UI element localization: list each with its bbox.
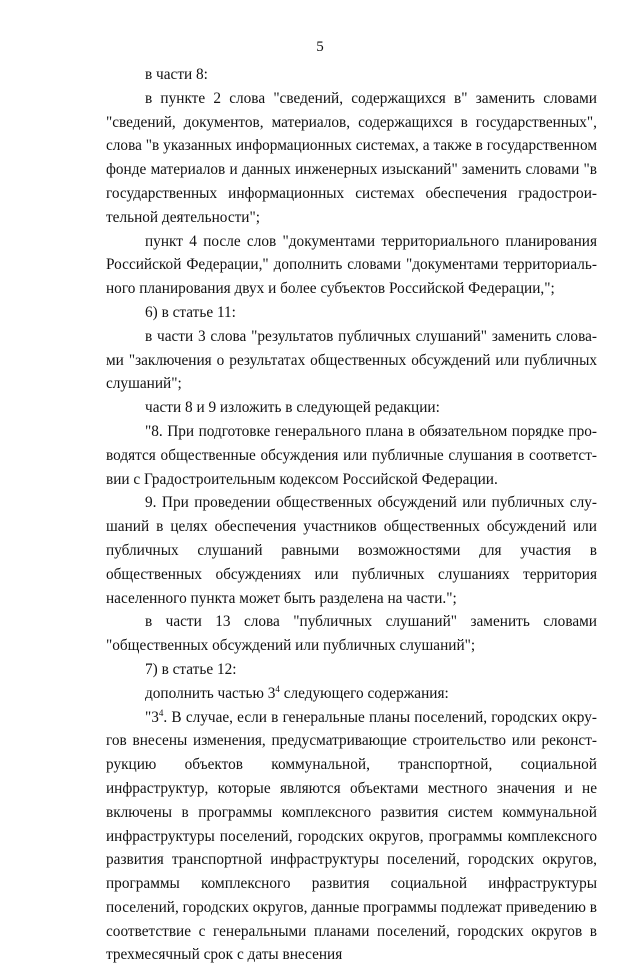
paragraph-article-11: 6) в статье 11: xyxy=(145,303,236,321)
document-body xyxy=(106,63,597,967)
paragraph-article-12: 7) в статье 12: xyxy=(145,660,237,678)
paragraph-part-13: в части 13 слова "публичных слушаний" заменить словами "общественных обсуждений или публичных слушаний"; xyxy=(106,613,597,655)
insert-text-after: следующего содержания: xyxy=(279,684,449,702)
paragraph-add-part-3-4 xyxy=(106,682,597,706)
final-superscript: 4 xyxy=(158,707,164,718)
paragraph-new-part-8: "8. При подготовке генерального плана в обязательном порядке проводятся общественные обсуждения или публичные слушания в соответствии с Градостроительным кодексом Российской Федерации. xyxy=(106,422,597,488)
page-number: 5 xyxy=(316,39,324,55)
final-text-after: . В случае, если в генеральные планы поселений, городских округов внесены изменения, предусматривающие строительство или реконструкцию объектов коммунальной, транспортной, социальной инфраструктур, которые являются объектами местного значения и не включены в программы комплексного развития систем коммунальной инфраструктуры поселений, городских округов, программы комплексного развития транспортной инфраструктуры поселений, городских округов, программы комплексного развития социальной инфраструктуры поселений, городских округов, данные программы подлежат приведению в соответствие с генеральными планами поселений, городских округов в трехмесячный срок с даты внесения xyxy=(106,708,597,964)
paragraph-item-4: пункт 4 после слов "документами территориального планирования Российской Федерации," дополнить словами "документами территориального планирования двух и более субъектов Российской Федерации,"; xyxy=(106,232,597,298)
paragraph-part-3: в части 3 слова "результатов публичных слушаний" заменить словами "заключения о результатах общественных обсуждений или публичных слушаний"; xyxy=(106,327,597,393)
paragraph-part-8: в части 8: xyxy=(145,66,208,83)
insert-text-before: дополнить частью 3 xyxy=(145,684,276,702)
paragraph-item-2: в пункте 2 слова "сведений, содержащихся в" заменить словами "сведений, документов, материалов, содержащихся в государственных", слова "в указанных информационных системах, а также в государственном фонде материалов и данных инженерных изысканий" заменить словами "в государственных информационных системах обеспечения градостроительной деятельности"; xyxy=(106,89,597,226)
paragraph-new-part-9: 9. При проведении общественных обсуждений или публичных слушаний в целях обеспечения участников общественных обсуждений или публичных слушаний равными возможностями для участия в общественных обсуждениях или публичных слушаниях территория населенного пункта может быть разделена на части."; xyxy=(106,494,597,607)
paragraph-parts-8-9: части 8 и 9 изложить в следующей редакции: xyxy=(145,399,440,417)
final-text-before: "3 xyxy=(145,708,159,726)
insert-superscript: 4 xyxy=(275,683,280,694)
paragraph-part-3-4-text xyxy=(106,706,597,967)
